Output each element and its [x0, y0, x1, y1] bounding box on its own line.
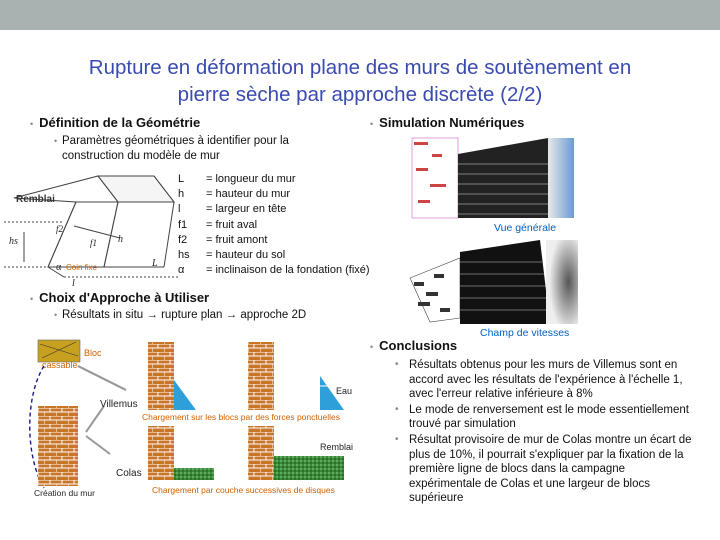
approach-illustration — [20, 336, 380, 506]
param-symbol: α — [178, 264, 185, 277]
simulation-general-view — [408, 134, 576, 222]
conclusion-item: • Résultat provisoire de mur de Colas montre un écart de plus de 10%, il pourrait s'expliquer par la fixation de la première ligne de blocs dans la campagne expérimentale de Colas et une largeur de blocs supérieure — [393, 433, 693, 506]
villemus-wall-2 — [248, 342, 274, 410]
param-symbol: l — [178, 203, 181, 216]
param-row — [178, 218, 370, 233]
simulation-heading: Simulation Numériques — [379, 115, 525, 130]
param-row — [178, 202, 370, 217]
diagram-f2-label: f2 — [56, 224, 64, 234]
champ-vitesses-text: Champ de vitesses — [480, 327, 570, 339]
champ-vitesses-label — [480, 327, 569, 339]
params-intro — [54, 134, 362, 164]
param-row — [178, 187, 370, 202]
param-symbol: f2 — [178, 233, 188, 246]
creation-label: Création du mur — [34, 488, 95, 498]
wall-geometry-diagram — [4, 162, 190, 288]
param-symbol: f1 — [178, 218, 188, 231]
bloc-cassable-label-2: cassable — [42, 360, 78, 370]
geometry-heading: Définition de la Géométrie — [39, 115, 201, 130]
param-row — [178, 233, 370, 248]
diagram-f1-label: f1 — [90, 238, 98, 248]
param-row — [178, 172, 370, 187]
bloc-cassable-label-1: Bloc — [84, 348, 102, 358]
param-definition: = hauteur du sol — [206, 249, 286, 262]
geometry-section — [30, 114, 200, 132]
conclusion-item: • Le mode de renversement est le mode essentiellement trouvé par simulation — [393, 403, 693, 432]
title-line-2: pierre sèche par approche discrète (2/2) — [177, 83, 543, 106]
param-symbol: h — [178, 188, 185, 201]
bullet-icon: • — [54, 310, 58, 320]
approach-section — [30, 289, 209, 307]
param-definition: = inclinaison de la fondation (fixé) — [206, 264, 370, 277]
diagram-L-label: L — [152, 258, 158, 269]
bullet-icon: • — [30, 119, 34, 129]
params-intro-line-1: Paramètres géométriques à identifier pour la — [62, 135, 289, 147]
simulation-section — [370, 114, 524, 132]
diagram-hs-label: hs — [9, 236, 18, 247]
diagram-remblai-label: Remblai — [16, 194, 55, 205]
param-symbol: hs — [178, 249, 190, 262]
approach-heading: Choix d'Approche à Utiliser — [39, 290, 210, 305]
param-row — [178, 263, 370, 278]
conclusions-section — [370, 337, 457, 355]
simulation-velocity-field — [400, 238, 580, 328]
creation-wall — [38, 406, 78, 486]
conclusions-heading: Conclusions — [379, 338, 458, 353]
villemus-label: Villemus — [100, 399, 138, 410]
param-symbol: L — [178, 173, 185, 185]
approach-text-row — [54, 308, 307, 323]
remblai-label: Remblai — [320, 442, 354, 452]
diagram-alpha-label: α — [56, 262, 62, 273]
colas-label: Colas — [116, 468, 142, 479]
conclusion-item: • Résultats obtenus pour les murs de Villemus sont en accord avec les résultats de l'expérience à l'échelle 1, avec l'erreur relative inférieure à 8% — [393, 358, 693, 402]
eau-label: Eau — [336, 386, 353, 396]
bullet-icon: • — [370, 342, 374, 352]
bullet-icon: • — [30, 294, 34, 304]
colas-wall-2 — [248, 426, 274, 480]
approach-text: Résultats in situ → rupture plan → approche 2D — [62, 309, 307, 321]
vue-generale-label — [494, 222, 556, 234]
param-definition: = hauteur du mur — [206, 188, 291, 201]
title-line-1: Rupture en déformation plane des murs de soutènement en — [88, 56, 632, 79]
vue-generale-text: Vue générale — [494, 222, 557, 234]
param-definition: = largeur en tête — [206, 203, 287, 216]
chargement-forces-label: Chargement sur les blocs par des forces ponctuelles — [142, 412, 340, 422]
param-definition: = longueur du mur — [206, 173, 296, 185]
diagram-l-label: l — [72, 278, 75, 288]
villemus-wall-1 — [148, 342, 174, 410]
params-intro-line-2: construction du modèle de mur — [62, 150, 220, 162]
diagram-coin-fixe-label: Coin fixe — [66, 263, 98, 272]
chargement-disques-label: Chargement par couche successives de disques — [152, 485, 335, 495]
param-definition: = fruit amont — [206, 233, 268, 246]
param-definition: = fruit aval — [206, 218, 258, 231]
bullet-icon: • — [370, 119, 374, 129]
conclusions-list — [393, 358, 693, 507]
top-bar — [0, 0, 720, 30]
diagram-h-label: h — [118, 234, 123, 245]
bullet-icon: • — [54, 136, 58, 146]
parameter-list — [178, 172, 370, 278]
colas-wall-1 — [148, 426, 174, 480]
param-row — [178, 248, 370, 263]
slide-title — [40, 54, 680, 108]
